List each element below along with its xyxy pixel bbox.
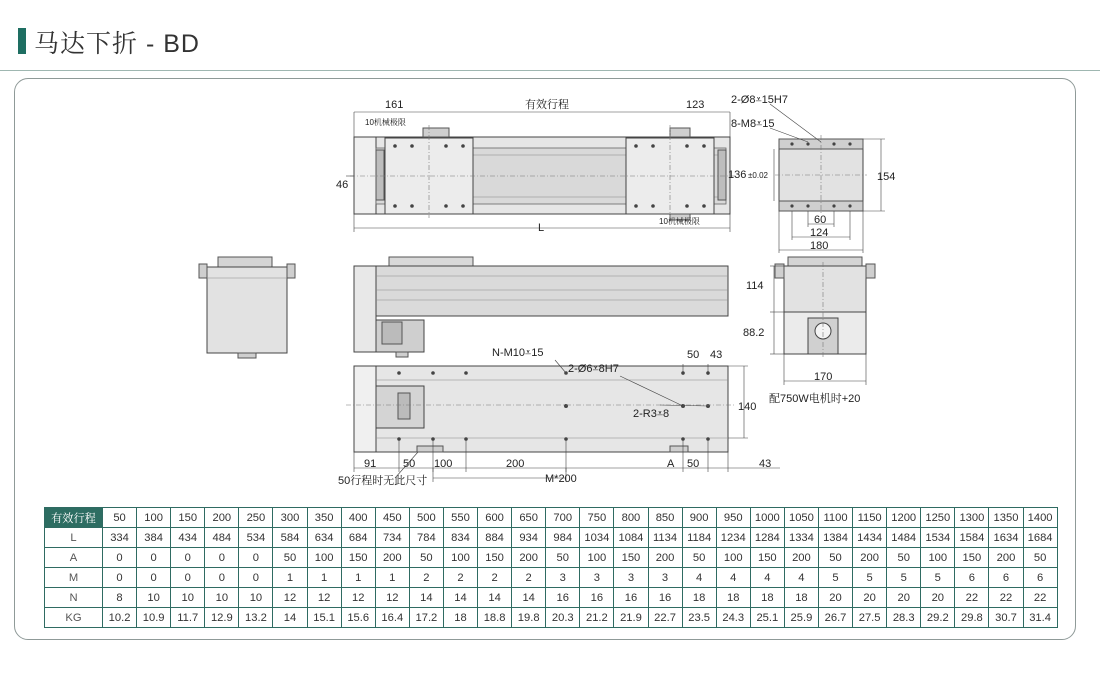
table-cell: 12 xyxy=(307,588,341,608)
front-view xyxy=(354,257,728,357)
table-cell: 14 xyxy=(512,588,546,608)
table-cell: 1084 xyxy=(614,528,648,548)
dim-stroke: 有效行程 xyxy=(525,99,569,111)
table-cell: 450 xyxy=(375,508,409,528)
table-cell: 50 xyxy=(273,548,307,568)
table-cell: 10.2 xyxy=(103,608,137,628)
table-cell: 300 xyxy=(273,508,307,528)
table-cell: 0 xyxy=(205,568,239,588)
table-cell: 934 xyxy=(512,528,546,548)
table-cell: 18.8 xyxy=(478,608,512,628)
table-cell: 1150 xyxy=(853,508,887,528)
table-cell: 100 xyxy=(580,548,614,568)
table-cell: 634 xyxy=(307,528,341,548)
table-cell: 6 xyxy=(989,568,1023,588)
spec-table xyxy=(44,507,1058,628)
table-row-header: KG xyxy=(45,608,103,628)
table-cell: 10.9 xyxy=(137,608,171,628)
table-cell: 5 xyxy=(887,568,921,588)
dim-43-top: 43 xyxy=(710,349,723,361)
table-row-header: M xyxy=(45,568,103,588)
table-cell: 18 xyxy=(750,588,784,608)
end-view-motor xyxy=(770,257,875,385)
table-cell: 5 xyxy=(818,568,852,588)
dim-114: 114 xyxy=(746,280,764,292)
table-cell: 6 xyxy=(955,568,989,588)
table-cell: 27.5 xyxy=(853,608,887,628)
table-cell: 12.9 xyxy=(205,608,239,628)
table-cell: 50 xyxy=(818,548,852,568)
table-cell: 900 xyxy=(682,508,716,528)
table-cell: 100 xyxy=(443,548,477,568)
table-cell: 18 xyxy=(716,588,750,608)
table-cell: 100 xyxy=(921,548,955,568)
dim-154: 154 xyxy=(877,171,896,183)
dim-A: A xyxy=(667,458,675,470)
table-row-header: A xyxy=(45,548,103,568)
table-cell: 22 xyxy=(1023,588,1057,608)
table-cell: 20 xyxy=(887,588,921,608)
table-cell: 10 xyxy=(205,588,239,608)
table-cell: 13.2 xyxy=(239,608,273,628)
table-cell: 800 xyxy=(614,508,648,528)
table-cell: 50 xyxy=(409,548,443,568)
table-cell: 1484 xyxy=(887,528,921,548)
table-cell: 14 xyxy=(443,588,477,608)
table-cell: 4 xyxy=(784,568,818,588)
dim-50-top: 50 xyxy=(687,349,700,361)
table-cell: 1200 xyxy=(887,508,921,528)
table-cell: 2 xyxy=(512,568,546,588)
table-cell: 50 xyxy=(682,548,716,568)
label-motor-note: 配750W电机时+20 xyxy=(769,393,861,405)
dim-100: 100 xyxy=(434,458,453,470)
table-cell: 384 xyxy=(137,528,171,548)
table-cell: 4 xyxy=(682,568,716,588)
table-cell: 1234 xyxy=(716,528,750,548)
table-cell: 250 xyxy=(239,508,273,528)
table-cell: 18 xyxy=(443,608,477,628)
dim-43-bottom: 43 xyxy=(759,458,772,470)
table-cell: 950 xyxy=(716,508,750,528)
label-holes-8: 2-Ø8⩡15H7 xyxy=(731,94,788,106)
table-cell: 0 xyxy=(103,548,137,568)
table-cell: 21.2 xyxy=(580,608,614,628)
table-cell: 30.7 xyxy=(989,608,1023,628)
table-row-header: L xyxy=(45,528,103,548)
table-cell: 650 xyxy=(512,508,546,528)
table-cell: 3 xyxy=(648,568,682,588)
table-cell: 1384 xyxy=(818,528,852,548)
table-cell: 150 xyxy=(171,508,205,528)
table-cell: 2 xyxy=(443,568,477,588)
table-cell: 484 xyxy=(205,528,239,548)
top-view xyxy=(346,112,735,232)
table-cell: 834 xyxy=(443,528,477,548)
table-cell: 2 xyxy=(478,568,512,588)
table-cell: 584 xyxy=(273,528,307,548)
table-cell: 8 xyxy=(103,588,137,608)
table-cell: 1634 xyxy=(989,528,1023,548)
table-cell: 1684 xyxy=(1023,528,1057,548)
table-cell: 884 xyxy=(478,528,512,548)
table-cell: 200 xyxy=(512,548,546,568)
page-title: 马达下折 - BD xyxy=(34,30,200,58)
table-cell: 25.1 xyxy=(750,608,784,628)
label-note-50-stroke: 50行程时无此尺寸 xyxy=(338,475,428,487)
table-cell: 16 xyxy=(648,588,682,608)
table-cell: 31.4 xyxy=(1023,608,1057,628)
table-cell: 1000 xyxy=(750,508,784,528)
table-cell: 18 xyxy=(682,588,716,608)
table-cell: 5 xyxy=(921,568,955,588)
table-cell: 15.1 xyxy=(307,608,341,628)
table-cell: 100 xyxy=(137,508,171,528)
table-cell: 22.7 xyxy=(648,608,682,628)
table-cell: 3 xyxy=(580,568,614,588)
table-cell: 0 xyxy=(205,548,239,568)
table-cell: 150 xyxy=(614,548,648,568)
table-cell: 200 xyxy=(853,548,887,568)
table-cell: 12 xyxy=(375,588,409,608)
table-cell: 850 xyxy=(648,508,682,528)
dim-L: L xyxy=(538,222,545,234)
dim-124: 124 xyxy=(810,227,829,239)
table-row xyxy=(45,568,1058,588)
table-cell: 11.7 xyxy=(171,608,205,628)
table-cell: 22 xyxy=(989,588,1023,608)
table-cell: 1050 xyxy=(784,508,818,528)
table-cell: 0 xyxy=(103,568,137,588)
table-cell: 1250 xyxy=(921,508,955,528)
dim-50-left: 50 xyxy=(403,458,416,470)
table-cell: 15.6 xyxy=(341,608,375,628)
dim-60: 60 xyxy=(814,214,827,226)
table-cell: 200 xyxy=(375,548,409,568)
dim-170: 170 xyxy=(814,371,833,383)
table-cell: 1534 xyxy=(921,528,955,548)
table-cell: 150 xyxy=(955,548,989,568)
label-n-m10: N-M10⩡15 xyxy=(492,347,544,359)
dim-46: 46 xyxy=(336,179,349,191)
table-cell: 1 xyxy=(307,568,341,588)
table-cell: 100 xyxy=(307,548,341,568)
table-cell: 1100 xyxy=(818,508,852,528)
table-row-header: 有效行程 xyxy=(45,508,103,528)
table-cell: 10 xyxy=(239,588,273,608)
table-cell: 750 xyxy=(580,508,614,528)
table-cell: 20.3 xyxy=(546,608,580,628)
table-cell: 500 xyxy=(409,508,443,528)
table-cell: 734 xyxy=(375,528,409,548)
table-cell: 1034 xyxy=(580,528,614,548)
table-cell: 784 xyxy=(409,528,443,548)
table-cell: 150 xyxy=(750,548,784,568)
table-cell: 700 xyxy=(546,508,580,528)
dim-123: 123 xyxy=(686,99,705,111)
table-cell: 3 xyxy=(546,568,580,588)
table-cell: 14 xyxy=(409,588,443,608)
table-cell: 25.9 xyxy=(784,608,818,628)
left-side-view xyxy=(199,257,295,358)
table-cell: 200 xyxy=(989,548,1023,568)
table-cell: 200 xyxy=(205,508,239,528)
table-cell: 1400 xyxy=(1023,508,1057,528)
table-cell: 4 xyxy=(750,568,784,588)
table-cell: 534 xyxy=(239,528,273,548)
table-cell: 1350 xyxy=(989,508,1023,528)
table-cell: 50 xyxy=(103,508,137,528)
label-mech-limit-top: 10机械极限 xyxy=(365,118,406,127)
dim-136-tolerance: ±0.02 xyxy=(748,171,768,180)
table-cell: 20 xyxy=(818,588,852,608)
table-cell: 22 xyxy=(955,588,989,608)
table-cell: 50 xyxy=(887,548,921,568)
table-cell: 1 xyxy=(341,568,375,588)
table-cell: 550 xyxy=(443,508,477,528)
dim-91: 91 xyxy=(364,458,377,470)
table-cell: 14 xyxy=(273,608,307,628)
table-cell: 1134 xyxy=(648,528,682,548)
table-row xyxy=(45,588,1058,608)
table-cell: 18 xyxy=(784,588,818,608)
table-cell: 0 xyxy=(171,568,205,588)
dim-50-right: 50 xyxy=(687,458,700,470)
table-cell: 100 xyxy=(716,548,750,568)
table-cell: 3 xyxy=(614,568,648,588)
table-cell: 16 xyxy=(614,588,648,608)
table-cell: 1 xyxy=(273,568,307,588)
table-cell: 150 xyxy=(341,548,375,568)
table-cell: 1184 xyxy=(682,528,716,548)
dim-140: 140 xyxy=(738,401,757,413)
dim-200: 200 xyxy=(506,458,525,470)
table-cell: 1584 xyxy=(955,528,989,548)
table-cell: 1284 xyxy=(750,528,784,548)
table-cell: 0 xyxy=(239,548,273,568)
table-cell: 0 xyxy=(137,548,171,568)
table-cell: 0 xyxy=(137,568,171,588)
table-cell: 1300 xyxy=(955,508,989,528)
table-cell: 10 xyxy=(137,588,171,608)
table-row xyxy=(45,548,1058,568)
table-row-header: N xyxy=(45,588,103,608)
table-cell: 6 xyxy=(1023,568,1057,588)
table-row xyxy=(45,528,1058,548)
table-cell: 50 xyxy=(1023,548,1057,568)
table-row xyxy=(45,508,1058,528)
label-mech-limit-bottom: 10机械极限 xyxy=(659,217,700,226)
table-cell: 684 xyxy=(341,528,375,548)
table-cell: 200 xyxy=(784,548,818,568)
table-cell: 24.3 xyxy=(716,608,750,628)
table-cell: 0 xyxy=(239,568,273,588)
table-cell: 16 xyxy=(546,588,580,608)
table-cell: 1334 xyxy=(784,528,818,548)
dim-161: 161 xyxy=(385,99,404,111)
table-cell: 600 xyxy=(478,508,512,528)
label-r3: 2-R3⩡8 xyxy=(633,408,670,420)
table-cell: 10 xyxy=(171,588,205,608)
table-cell: 400 xyxy=(341,508,375,528)
dim-88-2: 88.2 xyxy=(743,327,765,339)
table-cell: 20 xyxy=(853,588,887,608)
table-row xyxy=(45,608,1058,628)
table-cell: 26.7 xyxy=(818,608,852,628)
table-cell: 29.8 xyxy=(955,608,989,628)
label-m8: 8-M8⩡15 xyxy=(731,118,775,130)
table-cell: 5 xyxy=(853,568,887,588)
table-cell: 29.2 xyxy=(921,608,955,628)
label-holes-6: 2-Ø6⩡8H7 xyxy=(568,363,619,375)
table-cell: 4 xyxy=(716,568,750,588)
table-cell: 150 xyxy=(478,548,512,568)
table-cell: 2 xyxy=(409,568,443,588)
table-cell: 1 xyxy=(375,568,409,588)
table-cell: 20 xyxy=(921,588,955,608)
table-cell: 0 xyxy=(171,548,205,568)
dim-M200: M*200 xyxy=(545,473,577,485)
table-cell: 50 xyxy=(546,548,580,568)
dim-180: 180 xyxy=(810,240,829,252)
table-cell: 984 xyxy=(546,528,580,548)
table-cell: 21.9 xyxy=(614,608,648,628)
table-cell: 16 xyxy=(580,588,614,608)
table-cell: 350 xyxy=(307,508,341,528)
table-cell: 28.3 xyxy=(887,608,921,628)
table-cell: 434 xyxy=(171,528,205,548)
table-cell: 12 xyxy=(273,588,307,608)
table-cell: 14 xyxy=(478,588,512,608)
table-cell: 334 xyxy=(103,528,137,548)
table-cell: 1434 xyxy=(853,528,887,548)
table-cell: 16.4 xyxy=(375,608,409,628)
table-cell: 200 xyxy=(648,548,682,568)
dim-136: 136 xyxy=(728,169,747,181)
table-cell: 23.5 xyxy=(682,608,716,628)
table-cell: 19.8 xyxy=(512,608,546,628)
table-cell: 17.2 xyxy=(409,608,443,628)
table-cell: 12 xyxy=(341,588,375,608)
